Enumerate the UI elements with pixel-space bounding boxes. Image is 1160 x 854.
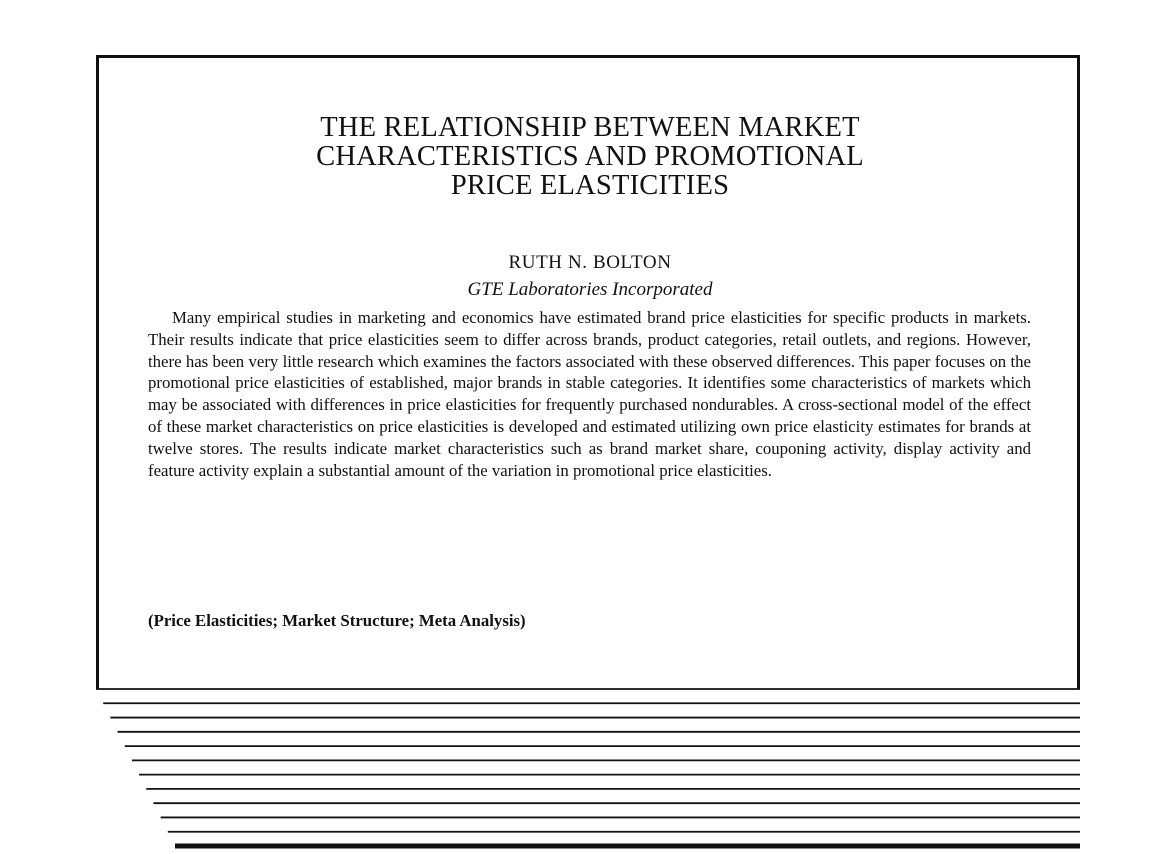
author-name: RUTH N. BOLTON	[508, 252, 672, 273]
keywords: (Price Elasticities; Market Structure; Meta Analysis)	[148, 611, 526, 630]
page-stack-lines	[96, 689, 1080, 846]
title-line: CHARACTERISTICS AND PROMOTIONAL	[316, 141, 864, 172]
abstract-text: Many empirical studies in marketing and economics have estimated brand price elasticities for specific products in markets. Their results indicate that price elasticities seem to differ across brands, product categories, retail outlets, and regions. However, there has been very little research which examines the factors associated with these observed differences. This paper focuses on the promotional price elasticities of established, major brands in stable categories. It identifies some characteristics of markets which may be associated with differences in price elasticities for frequently purchased nondurables. A cross-sectional model of the effect of these market characteristics on price elasticities is developed and estimated utilizing own price elasticity estimates for brands at twelve stores. The results indicate market characteristics such as brand market share, couponing activity, display activity and feature activity explain a substantial amount of the variation in promotional price elasticities.	[148, 308, 1031, 480]
author-affiliation: GTE Laboratories Incorporated	[467, 279, 713, 300]
title-line: PRICE ELASTICITIES	[450, 170, 730, 201]
title-line: THE RELATIONSHIP BETWEEN MARKET	[320, 112, 860, 143]
